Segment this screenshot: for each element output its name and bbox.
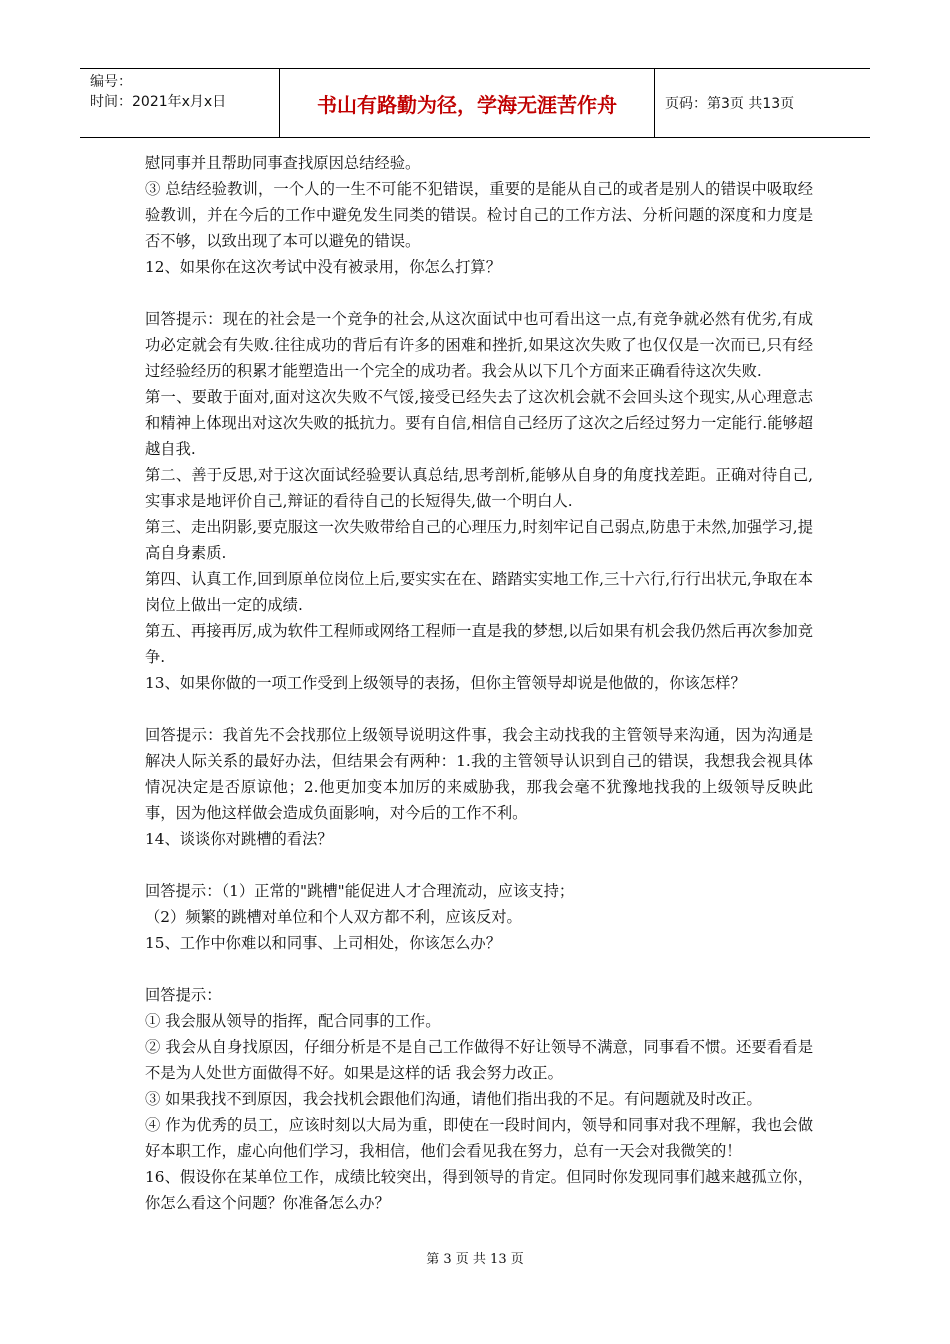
- blank-line: [145, 696, 813, 722]
- question-16: 16、假设你在某单位工作，成绩比较突出，得到领导的肯定。但同时你发现同事们越来越孤立你，你怎么看这个问题？你准备怎么办？: [145, 1168, 813, 1212]
- paragraph: ③ 总结经验教训，一个人的一生不可能不犯错误，重要的是能从自己的或者是别人的错误中吸取经验教训，并在今后的工作中避免发生同类的错误。检讨自己的工作方法、分析问题的深度和力度是否不够，以致出现了本可以避免的错误。: [145, 180, 813, 250]
- question-14: 14、谈谈你对跳槽的看法？: [145, 830, 333, 848]
- paragraph: 第三、走出阴影,要克服这一次失败带给自己的心理压力,时刻牢记自己弱点,防患于未然,加强学习,提高自身素质.: [145, 518, 813, 562]
- paragraph: ④ 作为优秀的员工，应该时刻以大局为重，即使在一段时间内，领导和同事对我不理解，我也会做好本职工作，虚心向他们学习，我相信，他们会看见我在努力，总有一天会对我微笑的！: [145, 1116, 813, 1160]
- header-page-label: 页码：第3页 共13页: [665, 96, 795, 112]
- paragraph: （2）频繁的跳槽对单位和个人双方都不利，应该反对。: [145, 908, 522, 926]
- answer-12: 回答提示：现在的社会是一个竞争的社会,从这次面试中也可看出这一点,有竞争就必然有优劣,有成功必定就会有失败.往往成功的背后有许多的困难和挫折,如果这次失败了也仅仅是一次而已,只有经过经验经历的积累才能塑造出一个完全的成功者。我会从以下几个方面来正确看待这次失败.: [145, 310, 813, 380]
- blank-line: [145, 852, 813, 878]
- paragraph: 第四、认真工作,回到原单位岗位上后,要实实在在、踏踏实实地工作,三十六行,行行出状元,争取在本岗位上做出一定的成绩.: [145, 570, 813, 614]
- paragraph: 第一、要敢于面对,面对这次失败不气馁,接受已经失去了这次机会就不会回头这个现实,从心理意志和精神上体现出对这次失败的抵抗力。要有自信,相信自己经历了这次之后经过努力一定能行.能够超越自我.: [145, 388, 813, 458]
- page-footer: 第 3 页 共 13 页: [426, 1252, 524, 1267]
- question-12: 12、如果你在这次考试中没有被录用，你怎么打算？: [145, 258, 501, 276]
- number-label: 编号：: [90, 74, 132, 90]
- answer-15: 回答提示：: [145, 986, 222, 1004]
- paragraph: 慰同事并且帮助同事查找原因总结经验。: [145, 154, 421, 172]
- paragraph: 第二、善于反思,对于这次面试经验要认真总结,思考剖析,能够从自身的角度找差距。正确对待自己,实事求是地评价自己,辩证的看待自己的长短得失,做一个明白人.: [145, 466, 813, 510]
- question-13: 13、如果你做的一项工作受到上级领导的表扬，但你主管领导却说是他做的，你该怎样？: [145, 674, 746, 692]
- paragraph: 第五、再接再厉,成为软件工程师或网络工程师一直是我的梦想,以后如果有机会我仍然后再次参加竞争.: [145, 622, 813, 666]
- header-motto: 书山有路勤为径，学海无涯苦作舟: [280, 69, 655, 137]
- time-label: 时间：2021年x月x日: [90, 94, 227, 110]
- question-15: 15、工作中你难以和同事、上司相处，你该怎么办？: [145, 934, 501, 952]
- answer-13: 回答提示：我首先不会找那位上级领导说明这件事，我会主动找我的主管领导来沟通，因为沟通是解决人际关系的最好办法，但结果会有两种：1.我的主管领导认识到自己的错误，我想我会视具体情况决定是否原谅他；2.他更加变本加厉的来威胁我，那我会毫不犹豫地找我的上级领导反映此事，因为他这样做会造成负面影响，对今后的工作不利。: [145, 726, 813, 822]
- answer-14: 回答提示：（1）正常的"跳槽"能促进人才合理流动，应该支持；: [145, 882, 575, 900]
- blank-line: [145, 280, 813, 306]
- paragraph: ② 我会从自身找原因，仔细分析是不是自己工作做得不好让领导不满意，同事看不惯。还要看看是不是为人处世方面做得不好。如果是这样的话 我会努力改正。: [145, 1038, 813, 1082]
- document-body: [145, 150, 813, 1216]
- page-header: [80, 68, 870, 138]
- header-meta: [80, 69, 280, 137]
- paragraph: ① 我会服从领导的指挥，配合同事的工作。: [145, 1012, 441, 1030]
- paragraph: ③ 如果我找不到原因，我会找机会跟他们沟通，请他们指出我的不足。有问题就及时改正。: [145, 1090, 762, 1108]
- blank-line: [145, 956, 813, 982]
